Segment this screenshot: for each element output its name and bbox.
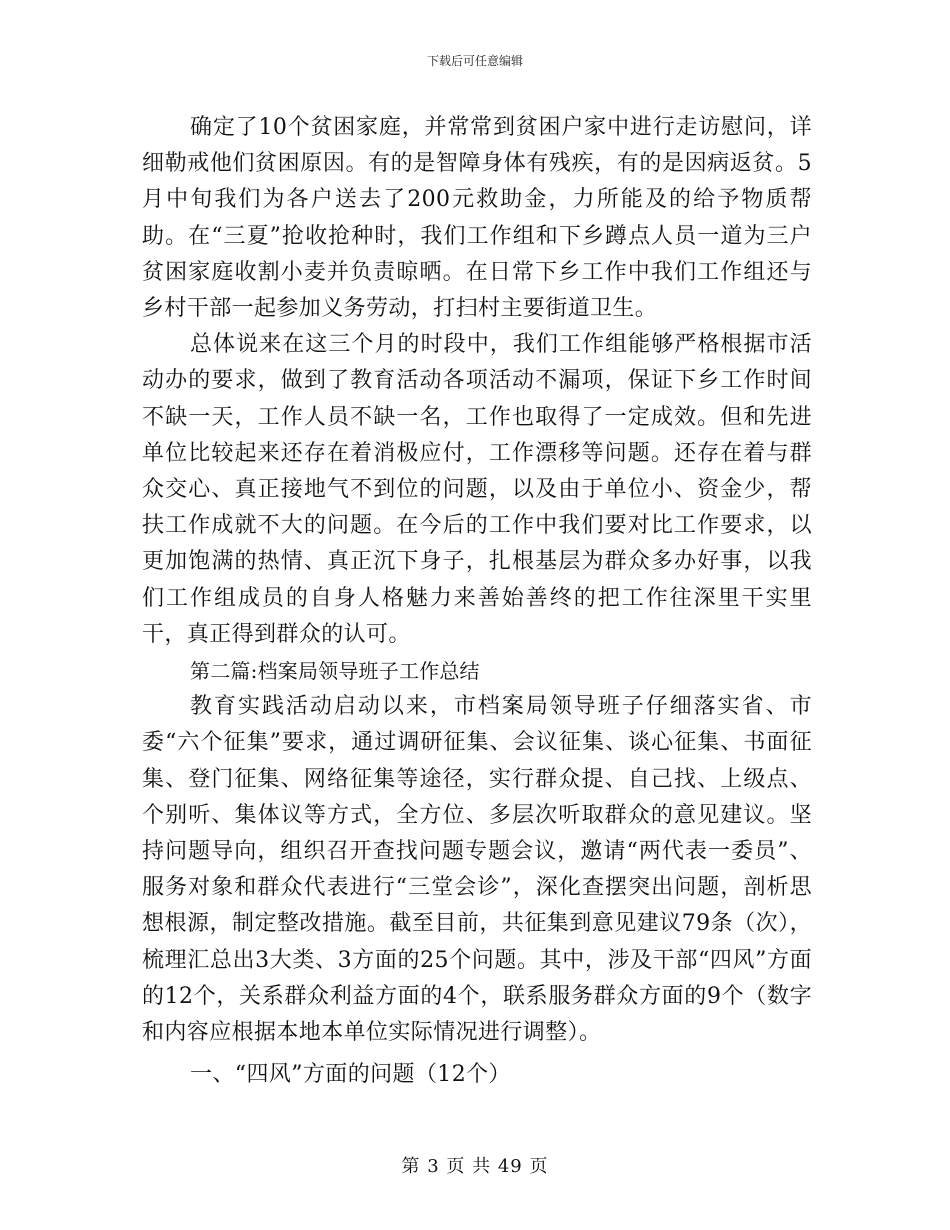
document-body <box>142 110 812 1093</box>
page-header: 下载后可任意编辑 <box>426 54 523 68</box>
section-heading-archives: 第二篇:档案局领导班子工作总结 <box>190 659 480 684</box>
subsection-heading-four-winds: 一、“四风”方面的问题（12个） <box>190 1062 511 1088</box>
paragraph-poverty-visits: 确定了10个贫困家庭，并常常到贫困户家中进行走访慰问，详细勒戒他们贫困原因。有的是智障身体有残疾，有的是因病返贫。5月中旬我们为各户送去了200元救助金，力所能及的给予物质帮助。在“三夏”抢收抢种时，我们工作组和下乡蹲点人员一道为三户贫困家庭收割小麦并负责晾晒。在日常下乡工作中我们工作组还与乡村干部一起参加义务劳动，打扫村主要街道卫生。 <box>142 115 812 322</box>
paragraph-summary: 总体说来在这三个月的时段中，我们工作组能够严格根据市活动办的要求，做到了教育活动各项活动不漏项，保证下乡工作时间不缺一天，工作人员不缺一名，工作也取得了一定成效。但和先进单位比较起来还存在着消极应付，工作漂移等问题。还存在着与群众交心、真正接地气不到位的问题，以及由于单位小、资金少，帮扶工作成就不大的问题。在今后的工作中我们要对比工作要求，以更加饱满的热情、真正沉下身子，扎根基层为群众多办好事，以我们工作组成员的自身人格魅力来善始善终的把工作往深里干实里干，真正得到群众的认可。 <box>142 332 812 647</box>
page-number-footer: 第 3 页 共 49 页 <box>401 1156 549 1177</box>
paragraph-archives-bureau: 教育实践活动启动以来，市档案局领导班子仔细落实省、市委“六个征集”要求，通过调研征集、会议征集、谈心征集、书面征集、登门征集、网络征集等途径，实行群众提、自己找、上级点、个别听、集体议等方式，全方位、多层次听取群众的意见建议。坚持问题导向，组织召开查找问题专题会议，邀请“两代表一委员”、服务对象和群众代表进行“三堂会诊”，深化查摆突出问题，剖析思想根源，制定整改措施。截至目前，共征集到意见建议79条（次），梳理汇总出3大类、3方面的25个问题。其中，涉及干部“四风”方面的12个，关系群众利益方面的4个，联系服务群众方面的9个（数字和内容应根据本地本单位实际情况进行调整）。 <box>142 694 812 1046</box>
